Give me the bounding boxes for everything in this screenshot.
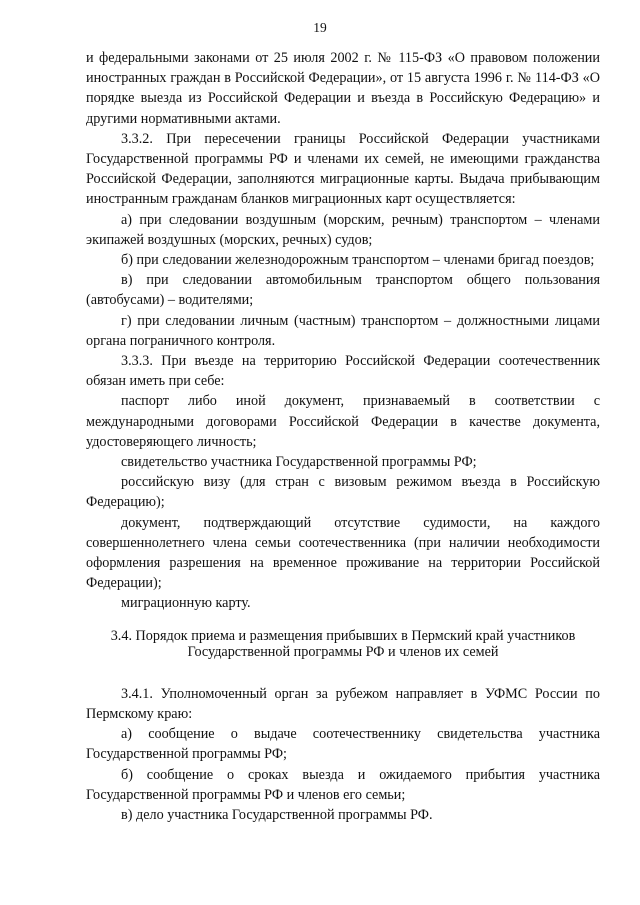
- page-number: 19: [313, 20, 327, 35]
- list-item-passport: паспорт либо иной документ, признаваемый в соответствии с международными договорами Российской Федерации в качестве документа, удостоверяющего личность;: [86, 393, 600, 450]
- section-heading-line-2: Государственной программы РФ и членов их семей: [187, 643, 499, 660]
- paragraph-3-3-2: 3.3.2. При пересечении границы Российской Федерации участниками Государственной программы РФ и членами их семей, не имеющими гражданства Российской Федерации, заполняются миграционные карты. Выдача прибывающим иностранным гражданам бланков миграционных карт осуществляется:: [86, 130, 600, 208]
- list-item-rail-transport: б) при следовании железнодорожным транспортом – членами бригад поездов;: [121, 252, 595, 269]
- list-item-private-transport: г) при следовании личным (частным) транспортом – должностными лицами органа пограничного контроля.: [86, 312, 600, 349]
- document-body: [86, 48, 600, 825]
- paragraph-3-4-1: 3.4.1. Уполномоченный орган за рубежом направляет в УФМС России по Пермскому краю:: [86, 685, 600, 722]
- list-item-certificate-message: а) сообщение о выдаче соотечественнику свидетельства участника Государственной программы РФ;: [86, 726, 600, 763]
- spacer: [86, 670, 600, 684]
- list-item-no-criminal-record: документ, подтверждающий отсутствие судимости, на каждого совершеннолетнего члена семьи соотечественника (при наличии необходимости оформления разрешения на временное проживание на территории Российской Федерации);: [86, 514, 600, 592]
- list-item-air-transport: а) при следовании воздушным (морским, речным) транспортом – членами экипажей воздушных (морских, речных) судов;: [86, 211, 600, 248]
- list-item-visa: российскую визу (для стран с визовым режимом въезда в Российскую Федерацию);: [86, 474, 600, 511]
- paragraph-3-3-3: 3.3.3. При въезде на территорию Российской Федерации соотечественник обязан иметь при себе:: [86, 353, 600, 390]
- section-heading-3-4: [86, 628, 600, 660]
- section-heading-line-1: 3.4. Порядок приема и размещения прибывших в Пермский край участников: [110, 627, 576, 644]
- paragraph-laws-reference: и федеральными законами от 25 июля 2002 г. № 115-ФЗ «О правовом положении иностранных граждан в Российской Федерации», от 15 августа 1996 г. № 114-ФЗ «О порядке выезда из Российской Федерации и въезда в Российскую Федерацию» и другими нормативными актами.: [86, 50, 600, 127]
- list-item-arrival-message: б) сообщение о сроках выезда и ожидаемого прибытия участника Государственной программы РФ и членов его семьи;: [86, 766, 600, 803]
- list-item-certificate: свидетельство участника Государственной программы РФ;: [121, 454, 477, 471]
- list-item-participant-file: в) дело участника Государственной программы РФ.: [121, 806, 433, 823]
- list-item-bus-transport: в) при следовании автомобильным транспортом общего пользования (автобусами) – водителями;: [86, 272, 600, 309]
- list-item-migration-card: миграционную карту.: [121, 595, 251, 612]
